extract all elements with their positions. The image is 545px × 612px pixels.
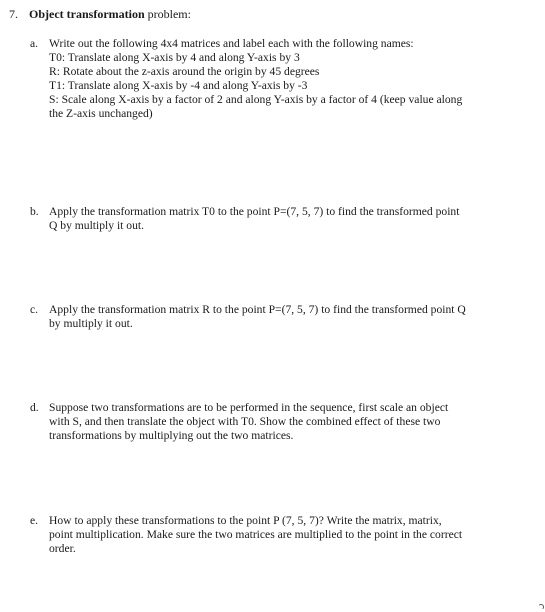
cropped-edge-mark [538, 604, 544, 610]
matrix-t1-definition: T1: Translate along X-axis by -4 and along Y-axis by -3 [49, 79, 308, 92]
part-c-letter: c. [30, 303, 39, 316]
problem-number: 7. [9, 7, 18, 21]
part-d-line: with S, and then translate the object with T0. Show the combined effect of these two [49, 415, 441, 428]
part-c [30, 303, 500, 331]
part-a-body [49, 37, 500, 121]
part-b-line: Q by multiply it out. [49, 219, 145, 232]
part-b [30, 205, 500, 233]
part-e [30, 514, 500, 556]
part-d-line: transformations by multiplying out the two matrices. [49, 429, 294, 442]
part-a-letter: a. [30, 37, 39, 50]
part-c-line: Apply the transformation matrix R to the point P=(7, 5, 7) to find the transformed point Q [49, 303, 466, 316]
part-c-body [49, 303, 500, 331]
part-e-line: How to apply these transformations to the point P (7, 5, 7)? Write the matrix, matrix, [49, 514, 442, 527]
matrix-t0-definition: T0: Translate along X-axis by 4 and along Y-axis by 3 [49, 51, 300, 64]
matrix-r-definition: R: Rotate about the z-axis around the origin by 45 degrees [49, 65, 320, 78]
part-e-body [49, 514, 500, 556]
part-c-line: by multiply it out. [49, 317, 133, 330]
problem-title-suffix: problem: [144, 7, 191, 21]
matrix-s-definition: S: Scale along X-axis by a factor of 2 and along Y-axis by a factor of 4 (keep value along [49, 93, 463, 106]
problem-heading [9, 7, 191, 21]
part-e-line: order. [49, 542, 76, 555]
part-b-letter: b. [30, 205, 39, 218]
part-a-intro: Write out the following 4x4 matrices and label each with the following names: [49, 37, 414, 50]
part-a [30, 37, 500, 121]
part-e-line: point multiplication. Make sure the two matrices are multiplied to the point in the correct [49, 528, 463, 541]
matrix-s-definition-continued: the Z-axis unchanged) [49, 107, 153, 120]
part-d-letter: d. [30, 401, 39, 414]
part-d-body [49, 401, 500, 443]
part-b-body [49, 205, 500, 233]
part-e-letter: e. [30, 514, 39, 527]
part-b-line: Apply the transformation matrix T0 to the point P=(7, 5, 7) to find the transformed point [49, 205, 460, 218]
part-d [30, 401, 500, 443]
problem-title: Object transformation [29, 7, 145, 21]
part-d-line: Suppose two transformations are to be performed in the sequence, first scale an object [49, 401, 449, 414]
